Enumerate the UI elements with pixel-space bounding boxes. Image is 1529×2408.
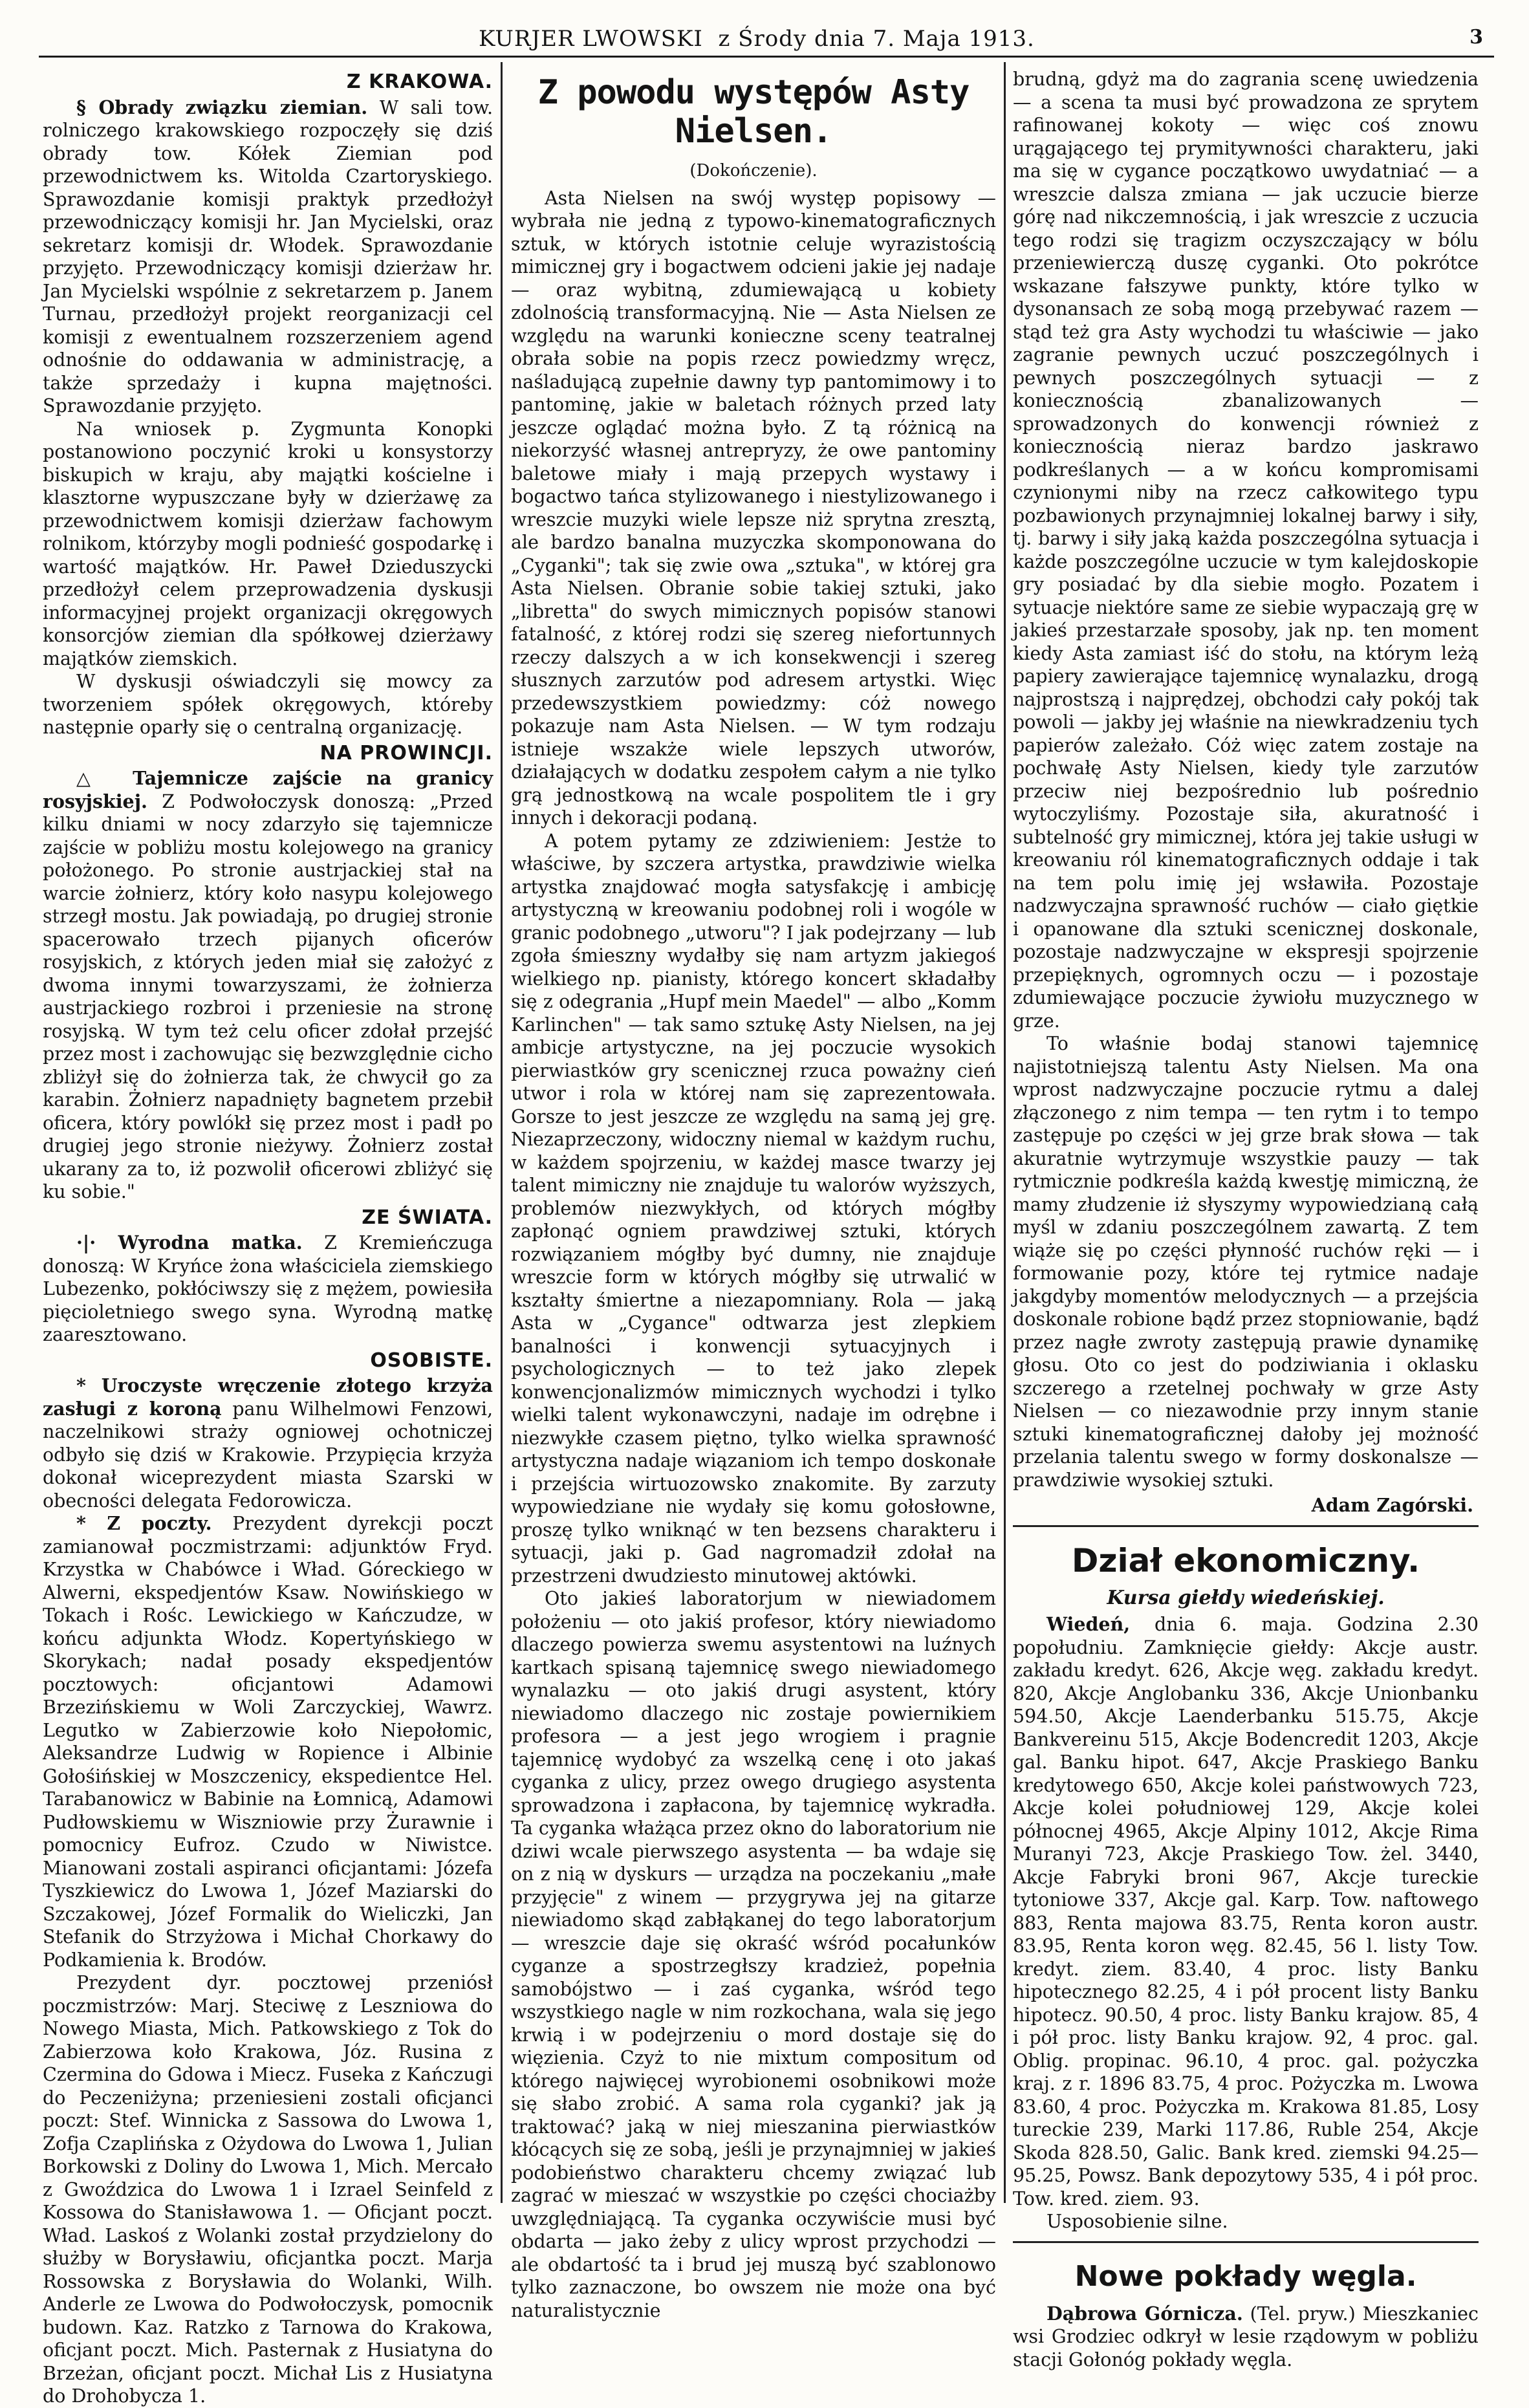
column-3 [1013, 68, 1479, 2370]
economy-title: Dział ekonomiczny. [1071, 1541, 1420, 1579]
article-paragraph: Prezydent dyr. pocztowej przeniósł poczmistrzów: Marj. Steciwę z Leszniowa do Nowego Miasta, Mich. Patkowskiego z Tok do Zabierzowa koło Krakowa, Józ. Rusina z Czermina do Gdowa i Miecz. Fuseka z Kańczugi do Peczeniżyna; przeniesieni zostali oficjanci poczt: Stef. Winnicka z Sassowa do Lwowa 1, Zofja Czaplińska z Ożydowa do Lwowa 1, Julian Borkowski z Doliny do Lwowa 1, Mich. Mercało z Gwoździca do Lwowa 1 i Izrael Seinfeld z Kossowa do Stanisławowa 1. — Oficjant poczt. Wład. Laskoś z Wolanki został przydzielony do służby w Borysławiu, oficjantka poczt. Marja Rossowska z Borysławia do Wolanki, Wilh. Anderle ze Lwowa do Podwołoczysk, pomocnik budown. Kaz. Ratzko z Tarnowa do Krakowa, oficjant poczt. Mich. Pasternak z Husiatyna do Brzeżan, oficjant poczt. Michał Lis z Husiatyna do Drohobycza 1. [43, 1972, 493, 2407]
feature-paragraph: To właśnie bodaj stanowi tajemnicę najistotniejszą talentu Asty Nielsen. Ma ona wprost nadzwyczajne poczucie rytmu a dalej złączonego z nim tempa — ten rytm i to tempo zastępuje po części w jej grze brak słowa — tak akuratnie wytrzymuje wszystkie pauzy — tak rytmicznie podkreśla każdą kwestję mimiczną, że mamy złudzenie iż słyszymy wypowiedzianą całą myśl w zdaniu poszczególnem zawartą. Z tem wiąże się po części płynność ruchów ręki — i formowanie pozy, które tej rytmice nadaje jakgdyby momentów melodycznych — a przejścia doskonale robione bądź przez stopniowanie, bądź przez nagłe zwroty zastępują prawie dynamikę głosu. Oto co jest do podziwiania i oklasku szczerego a rzetelnej pochwały w grze Asty Nielsen — co niezawodnie przy innym stanie sztuki kinematograficznej dałoby jej możność przelania talentu swego w formy doskonalsze — prawdziwie wysokiej sztuki. [1013, 1033, 1479, 1491]
article-lead: * Z poczty. [76, 1512, 212, 1534]
page-number: 3 [1469, 26, 1484, 49]
article-lead: * Uroczyste wręczenie złotego krzyża zasługi z koroną [43, 1374, 493, 1420]
feature-title: Z powodu występów Asty Nielsen. [537, 73, 970, 151]
article-lead: § Obrady związku ziemian. [76, 96, 368, 118]
economy-subtitle: Kursa giełdy wiedeńskiej. [1107, 1586, 1385, 1609]
column-rule-1 [501, 62, 503, 2203]
article-text: W sali tow. rolniczego krakowskiego rozpoczęły się dziś obrady tow. Kółek Ziemian pod przewodnictwem ks. Witolda Czartoryskiego. Sprawozdanie komisji praktyk przedłożył przewodniczący komisji hr. Jan Mycielski, oraz sekretarz komisji dr. Włodek. Sprawozdanie przyjęto. Przewodniczący komisji dzierżaw hr. Jan Mycielski wspólnie z sekretarzem p. Janem Turnau, przedłożył projekt reorganizacji cel komisji z ewentualnem rozszerzeniem agend odnośnie do oddawania w administrację, a także sprzedaży i kupna majętności. Sprawozdanie przyjęto. [43, 96, 493, 417]
article-lead: Wiedeń, [1046, 1613, 1131, 1635]
paper-name: KURJER LWOWSKI [479, 26, 703, 52]
article-mother [43, 1231, 493, 1347]
article-text: Prezydent dyrekcji poczt zamianował poczmistrzami: adjunktów Fryd. Krzystka w Chabówce i Wład. Góreckiego w Alwerni, ekspedjentów Ksaw. Nowińskiego w Tokach i Rośc. Lewickiego w Kańczudze, w końcu adjunkta Włodz. Kopertyńskiego w Skorykach; nadał posady ekspedjentów pocztowych: oficjantowi Adamowi Brzezińskiemu w Woli Zarczyckiej, Wawrz. Legutko w Zabierzowie koło Niepołomic, Aleksandrze Ludwig w Ropience i Albinie Gołośińskiej w Moszczenicy, ekspedientce Hel. Tarabanowicz w Babinie na Łomnicą, Adamowi Pudłowskiemu w Wiszniowie przy Żurawnie i pomocnicy Eufroz. Czudo w Niwistce. Mianowani zostali aspiranci oficjantami: Józefa Tyszkiewicz do Lwowa 1, Józef Maziarski do Szczakowej, Józef Formalik do Wieliczki, Jan Stefanik do Strzyżowa i Michał Chorkawy do Podkamienia k. Brodów. [43, 1513, 493, 1971]
column-2 [511, 68, 997, 2321]
masthead-line [479, 26, 1035, 52]
issue-date: z Środy dnia 7. Maja 1913. [718, 26, 1035, 52]
article-text: Z Podwołoczysk donoszą: „Przed kilku dniami w nocy zdarzyło się tajemnicze zajście w pobliżu mostu kolejowego na granicy położonego. Po stronie austrjackiej stał na warcie żołnierz, który koło nasypu kolejowego strzegł mostu. Jak powiadają, po drugiej stronie spacerowało trzech pijanych oficerów rosyjskich, z których jeden miał się założyć z dwoma innymi towarzyszami, że żołnierza austrjackiego rozbroi i przeniesie na stronę rosyjską. W tym też celu oficer zdołał przejść przez most i zachowując się bezwzględnie cicho zbliżył się do żołnierza tak, że chwycił go za karabin. Żołnierz napadnięty bagnetem przebił oficera, który powlókł się przez most i padł po drugiej jego stronie nieżywy. Żołnierz został ukarany za to, iż pozwolił oficerowi zbliżyć się ku sobie." [43, 790, 493, 1202]
feature-paragraph: brudną, gdyż ma do zagrania scenę uwiedzenia — a scena ta musi być prowadzona ze sprytem rafinowanej kokoty — więc coś znowu urągającego tej prymitywności charakteru, jaki ma się w cygance początkowo uwydatniać — a wreszcie dalsza zmiana — jak uczucie bierze górę nad nikczemnością, i jak wreszcie z uczucia tego rodzi się tragizm oczyszczający w bólu przeniewierczą duszę cyganki. Oto pokrótce wskazane fałszywe punkty, które tylko w dysonansach ze sobą mogą przebywać razem — stąd też gra Asty wychodzi tu właściwie — jako zagranie pewnych uczuć poszczególnych i pewnych poszczególnych sytuacji — z koniecznością zbanalizowanych — sprowadzonych do konwencji również z koniecznością nieraz bardzo jaskrawo podkreślanych — a w końcu kompromisami czynionymi niby na rzecz całkowitego typu pozbawionych przynajmniej lokalnej barwy i siły, tj. barwy i siły jaką każda poszczególna sytuacja i każde poszczególne uczucie w tym kalejdoskopie gry posiadać by dla siebie mogło. Pozatem i sytuacje niektóre same ze siebie wypaczają grę w jakieś przestarzałe sposoby, jak np. ten moment kiedy Asta zamiast iść do stołu, na którym leżą papiery zawierające tajemnicę wynalazku, drogą najprostszą i najprędzej, obchodzi cały pokój tak powoli — jakby jej właśnie na niewkradzeniu tych papierów zależało. Cóż więc zatem zostaje na pochwałę Asty Nielsen, kiedy tyle zarzutów przeciw niej bezpośrednio lub pośrednio wytoczyliśmy. Pozostaje siła, akuratność i subtelność gry mimicznej, która jej takie usługi w kreowaniu ról kinematograficznych oddaje i tak na tem polu imię jej wsławiła. Pozostaje nadzwyczajna sprawność ruchów — ciało giętkie i opanowane dla sztuki scenicznej doskonale, pozostaje nadzwyczajne w ekspresji spojrzenie przepięknych, ogromnych oczu — i pozostaje zdumiewające poczucie żywiołu muzycznego w grze. [1013, 69, 1479, 1032]
article-post [43, 1512, 493, 1971]
article-text: panu Wilhelmowi Fenzowi, naczelnikowi straży ogniowej ochotniczej odbyło się dziś w Krakowie. Przypięcia krzyża dokonał wiceprezydent miasta Szarski w obecności delegata Fedorowicza. [43, 1398, 493, 1512]
section-heading-krakow: Z KRAKOWA. [346, 71, 493, 93]
article-paragraph: Na wniosek p. Zygmunta Konopki postanowiono poczynić kroki u konsystorzy biskupich w kraju, aby majątki kościelne i klasztorne wypuszczane były w dzierżawę za przewodnictwem komisji dzierżaw fachowym rolnikom, którzyby mogli podnieść gospodarkę i wartość majątków. Hr. Paweł Dzieduszycki przedłożył celem przeprowadzenia dyskusji informacyjnej projekt organizacji okręgowych konsorcjów ziemian dla spółkowej dzierżawy majątków ziemskich. [43, 418, 493, 669]
section-divider [1013, 1525, 1479, 1527]
header-rule [39, 56, 1494, 58]
coal-title: Nowe pokłady węgla. [1074, 2259, 1417, 2293]
market-mood: Usposobienie silne. [1046, 2211, 1228, 2232]
section-heading-prowincja: NA PROWINCJI. [320, 741, 493, 765]
article-paragraph: W dyskusji oświadczyli się mowcy za tworzeniem spółek okręgowych, któreby następnie oparły się o centralną organizację. [43, 671, 493, 738]
masthead [45, 6, 1488, 52]
feature-dek: (Dokończenie). [689, 161, 818, 180]
column-rule-2 [1004, 62, 1006, 2203]
article-cross [43, 1374, 493, 1512]
article-text: dnia 6. maja. Godzina 2.30 popołudniu. Zamknięcie giełdy: Akcje austr. zakładu kredyt. 626, Akcje węg. zakładu kredyt. 820, Akcje Anglobanku 336, Akcje Unionbanku 594.50, Akcje Laenderbanku 515.75, Akcje Bankvereinu 515, Akcje Bodencredit 1203, Akcje gal. Banku hipot. 647, Akcje Praskiego Banku kredytowego 650, Akcje kolei państwowych 723, Akcje kolei południowej 129, Akcje kolei północnej 4965, Akcje Alpiny 1012, Akcje Rima Muranyi 723, Akcje Praskiego Tow. żel. 3440, Akcje Fabryki broni 967, Akcje tureckie tytoniowe 337, Akcje gal. Karp. Tow. naftowego 883, Renta majowa 83.75, Renta koron austr. 83.95, Renta koron węg. 82.45, 56 l. listy Tow. kredyt. ziem. 83.40, 4 proc. listy Banku hipotecznego 82.25, 4 i pół procent listy Banku hipotecz. 90.50, 4 proc. listy Banku krajow. 85, 4 i pół proc. listy Banku krajow. 92, 4 proc. gal. Oblig. propinac. 96.10, 4 proc. gal. pożyczka kraj. z r. 1896 83.75, 4 proc. Pożyczka m. Lwowa 83.60, 4 proc. Pożyczka m. Krakowa 81.85, Losy tureckie 239, Marki 117.86, Ruble 254, Akcje Skoda 828.50, Galic. Bank kred. ziemski 94.25—95.25, Powsz. Bank depozytowy 535, 4 i pół proc. Tow. kred. ziem. 93. [1013, 1614, 1479, 2209]
stock-report [1013, 1613, 1479, 2210]
article-text: Z Kremieńczuga donoszą: W Kryńce żona właściciela ziemskiego Lubezenko, pokłóciwszy się z mężem, powiesiła pięcioletniego swego syna. Wyrodną matkę zaaresztowano. [43, 1232, 493, 1345]
coal-article [1013, 2303, 1479, 2372]
author-signature: Adam Zagórski. [1311, 1494, 1473, 1516]
feature-paragraph: Oto jakieś laboratorjum w niewiadomem położeniu — oto jakiś profesor, który niewiadomo dlaczego powierza swemu asystentowi na luźnych kartkach spisaną tajemnicę swego niewiadomego wynalazku — oto jakiś drugi asystent, który niewiadomo dlaczego nic zostaje powiernikiem profesora — a jest jego wrogiem i pragnie tajemnicę wydobyć za wszelką cenę i oto jakaś cyganka z ulicy, przez owego drugiego asystenta sprowadzona i zapłacona, by tajemnicę wykradła. Ta cyganka włażąca przez okno do laboratorium nie dziwi wcale pierwszego asystenta — ba wdaje się on z nią w dyskurs — urządza na poczekaniu „małe przyjęcie" z winem — przygrywa jej na gitarze niewiadomo skąd zabłąkanej do tego laboratorjum — wreszcie daje się okraść wśród pocałunków cyganze a spostrzegłszy kradzież, popełnia samobójstwo — i zaś cyganka, wśród tego wszystkiego nagle w nim rozkochana, wala się jego krwią i w podejrzeniu o mord dostaje się do więzienia. Czyż to nie mixtum compositum od którego najwięcej wyrobionemi osobnikowi może się słabo zrobić. A sama rola cyganki? jak ją traktować? jaką w niej mieszanina pierwiastków kłócących się ze sobą, jeśli je przynajmniej w jakieś podobieństwo charakteru chcemy związać lub zagrać w mieszać w wszystkie po części chociażby uwzględniającą. Ta cyganka oczywiście musi być obdarta — jako żeby z ulicy wprost przychodzi — ale obdartość ta i brud jej muszą być szablonowo tylko zaznaczone, bo owszem nie może ona być naturalistycznie [511, 1588, 997, 2321]
section-heading-swiat: ZE ŚWIATA. [362, 1206, 493, 1229]
column-1 [43, 68, 493, 2407]
section-divider [1013, 2241, 1479, 2243]
article-border-incident [43, 767, 493, 1204]
article-landowners [43, 96, 493, 418]
feature-paragraph: Asta Nielsen na swój występ popisowy — wybrała nie jedną z typowo-kinematograficznych sztuk, w których istotnie celuje wyrazistością mimicznej gry i bogactwem odcieni jakie jej nadaje — oraz wybitną, zdumiewającą u kobiety zdolnością transformacyjną. Nie — Asta Nielsen ze względu na warunki konieczne sceny teatralnej obrała sobie na popis rzecz powiedzmy wręcz, naśladującą zupełnie dawny typ pantomimowy i to pantominę, jakie w baletach różnych przed laty jeszcze oglądać można było. Z tą różnicą na niekorzyść własnej antrepryzy, że owe pantominy baletowe miały i mają przepych wystawy i bogactwo tańca stylizowanego i niestylizowanego i wreszcie muzyki wiele lepsze niż sprytna zresztą, ale bardzo banalna muzyczka skomponowana do „Cyganki"; tak się zwie owa „sztuka", w której gra Asta Nielsen. Obranie sobie takiej sztuki, jako „libretta" do swych mimicznych popisów stanowi fatalność, z której rodzi się szereg niefortunnych rzeczy dalszych a w ich konsekwencji i szereg słusznych zarzutów pod adresem artystki. Więc przedewszystkiem powiedzmy: cóż nowego pokazuje nam Asta Nielsen. — W tym rodzaju istnieje wszakże wiele lepszych utworów, działających w dodatku zespołem całym a nie tylko grą jednostkową na wcale pospolitem tle i gry innych i dekoracji podaną. [511, 187, 996, 829]
article-lead: △ Tajemnicze zajście na granicy rosyjskiej. [43, 767, 493, 812]
article-lead: ·|· Wyrodna matka. [76, 1231, 303, 1253]
article-lead: Dąbrowa Górnicza. [1046, 2302, 1243, 2325]
feature-paragraph: A potem pytamy ze zdziwieniem: Jestże to właściwe, by szczera artystka, prawdziwie wielka artystka znajdować mogła satysfakcję i ambicję artystyczną w kreowaniu podobnej roli i wogóle w granic podobnego „utworu"? I jak podejrzany — lub zgoła śmieszny wydałby się nam artyzm jakiegoś wielkiego np. pianisty, którego koncert składałby się z odegrania „Hupf mein Maedel" — albo „Komm Karlinchen" — tak samo sztukę Asty Nielsen, na jej ambicje artystyczne, na jej poczucie wysokich pierwiastków gry scenicznej rzuca poważny cień utwor i rola w której nam się zaprezentowała. Gorsze to jest jeszcze ze względu na samą jej grę. Niezaprzeczony, widoczny niemal w każdym ruchu, w każdem spojrzeniu, w każdej masce twarzy jej talent mimiczny nie znajduje tu walorów wyższych, problemów niezwykłych, od których mógłby zapłonąć ogniem prawdziwej sztuki, których rozwiązaniem mógłby być dumny, nie znajduje wreszcie form w których mógłby się utrwalić w kształty śmiertne a niezapomniany. Rola — jaką Asta w „Cygance" odtwarza jest zlepkiem banalności i konwencji sytuacyjnych i psychologicznych — to też jako zlepek konwencjonalizmów mimicznych wychodzi i tylko wielki talent wykonawczyni, nadaje im odrębne i niezwykłe czasem piętno, tylko wielka sprawność artystyczna nadaje wiązaniom ich tempo doskonałe i przejścia wirtuozowsko znakomite. By zarzuty wypowiedziane nie wydały się komu gołosłowne, proszę tylko wniknąć w ten bezsens charakteru i sytuacji, jaki p. Gad nagromadził zdołał na przestrzeni dwudziesto minutowej aktówki. [511, 830, 996, 1587]
article-text: (Tel. pryw.) Mieszkaniec wsi Grodziec odkrył w lesie rządowym w pobliżu stacji Gołonóg pokłady węgla. [1013, 2303, 1479, 2370]
section-heading-osobiste: OSOBISTE. [370, 1349, 493, 1372]
